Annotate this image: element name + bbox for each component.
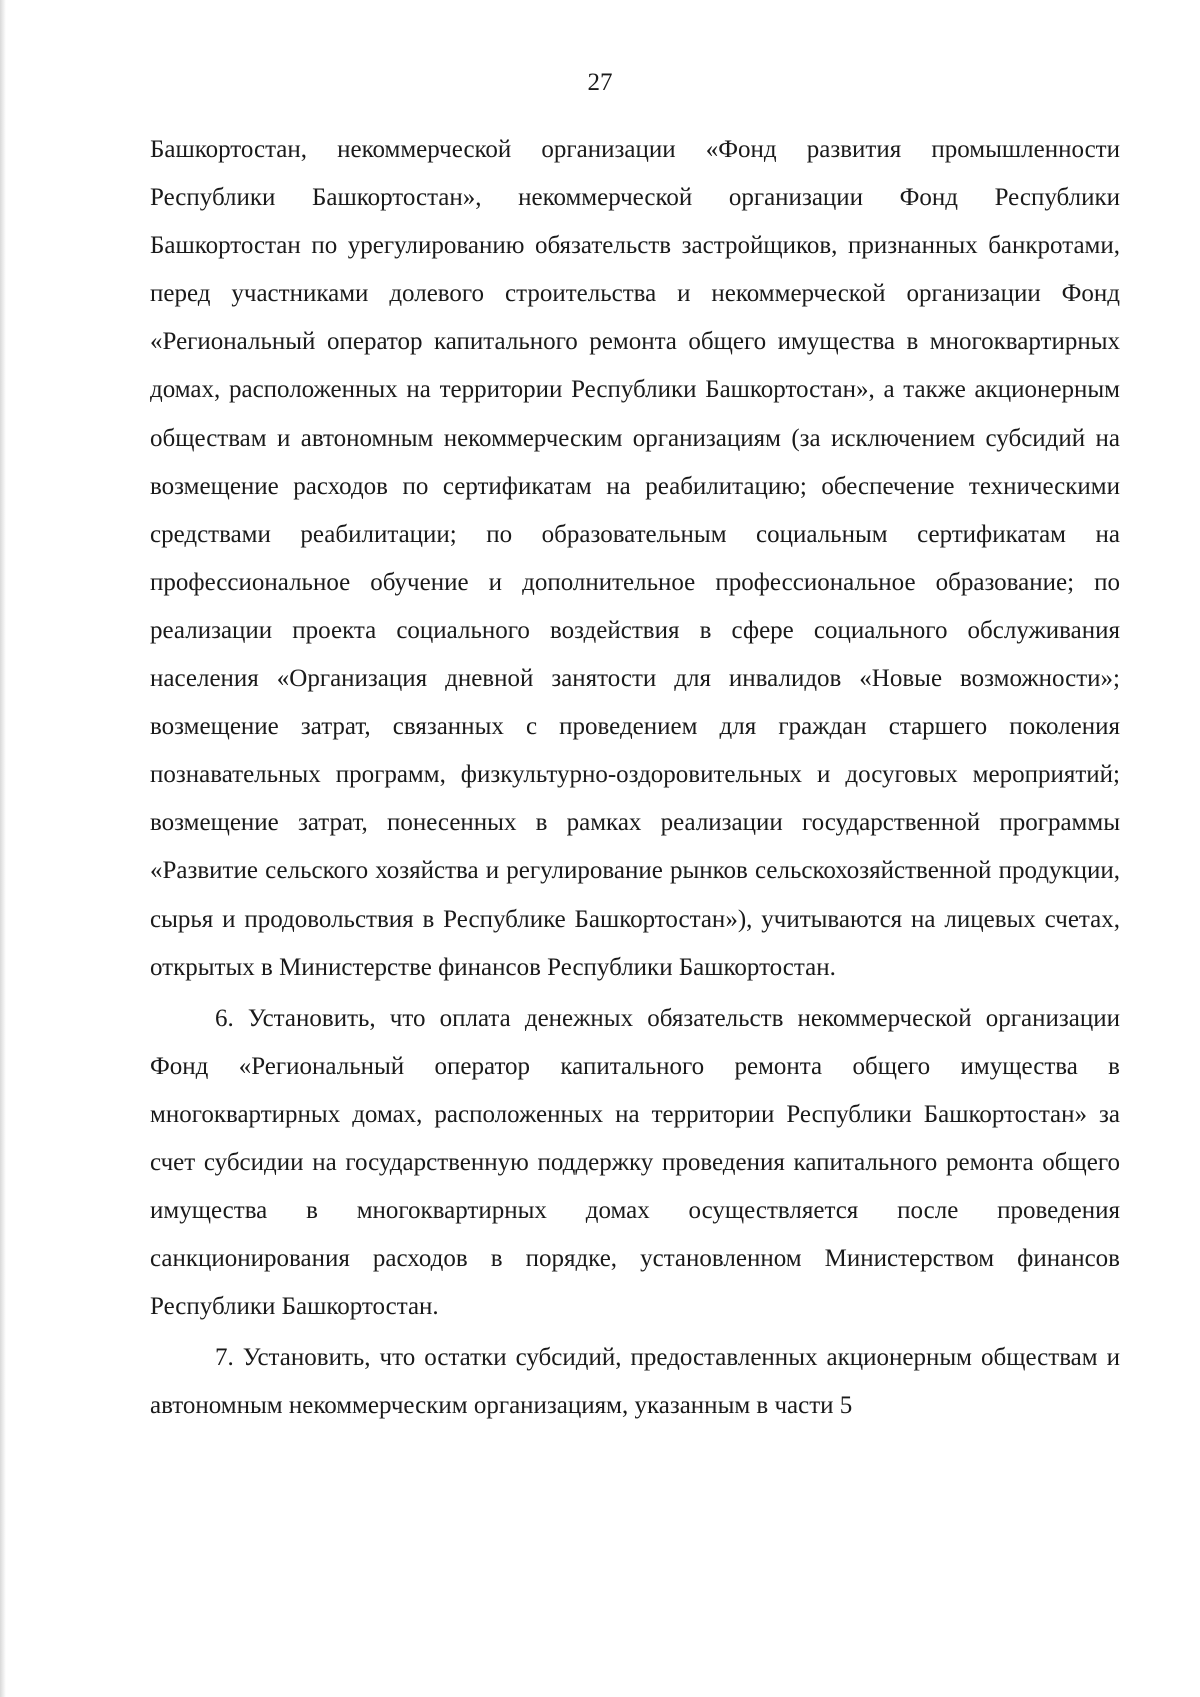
- paragraph-item-7: 7. Установить, что остатки субсидий, предоставленных акционерным обществам и автономным некоммерческим организациям, указанным в части 5: [150, 1344, 1120, 1420]
- paragraph-item-6: 6. Установить, что оплата денежных обязательств некоммерческой организации Фонд «Региональный оператор капитального ремонта общего имущества в многоквартирных домах, расположенных на территории Республики Башкортостан» за счет субсидии на государственную поддержку проведения капитального ремонта общего имущества в многоквартирных домах осуществляется после проведения санкционирования расходов в порядке, установленном Министерством финансов Республики Башкортостан.: [150, 1004, 1120, 1321]
- scan-edge-shadow: [0, 0, 6, 1697]
- document-body: [150, 126, 1120, 1431]
- page-number: 27: [587, 69, 613, 96]
- paragraph-continuation: Башкортостан, некоммерческой организации «Фонд развития промышленности Республики Башкортостан», некоммерческой организации Фонд Республики Башкортостан по урегулированию обязательств застройщиков, признанных банкротами, перед участниками долевого строительства и некоммерческой организации Фонд «Региональный оператор капитального ремонта общего имущества в многоквартирных домах, расположенных на территории Республики Башкортостан», а также акционерным обществам и автономным некоммерческим организациям (за исключением субсидий на возмещение расходов по сертификатам на реабилитацию; обеспечение техническими средствами реабилитации; по образовательным социальным сертификатам на профессиональное обучение и дополнительное профессиональное образование; по реализации проекта социального воздействия в сфере социального обслуживания населения «Организация дневной занятости для инвалидов «Новые возможности»; возмещение затрат, связанных с проведением для граждан старшего поколения познавательных программ, физкультурно-оздоровительных и досуговых мероприятий; возмещение затрат, понесенных в рамках реализации государственной программы «Развитие сельского хозяйства и регулирование рынков сельскохозяйственной продукции, сырья и продовольствия в Республике Башкортостан»), учитываются на лицевых счетах, открытых в Министерстве финансов Республики Башкортостан.: [150, 136, 1120, 981]
